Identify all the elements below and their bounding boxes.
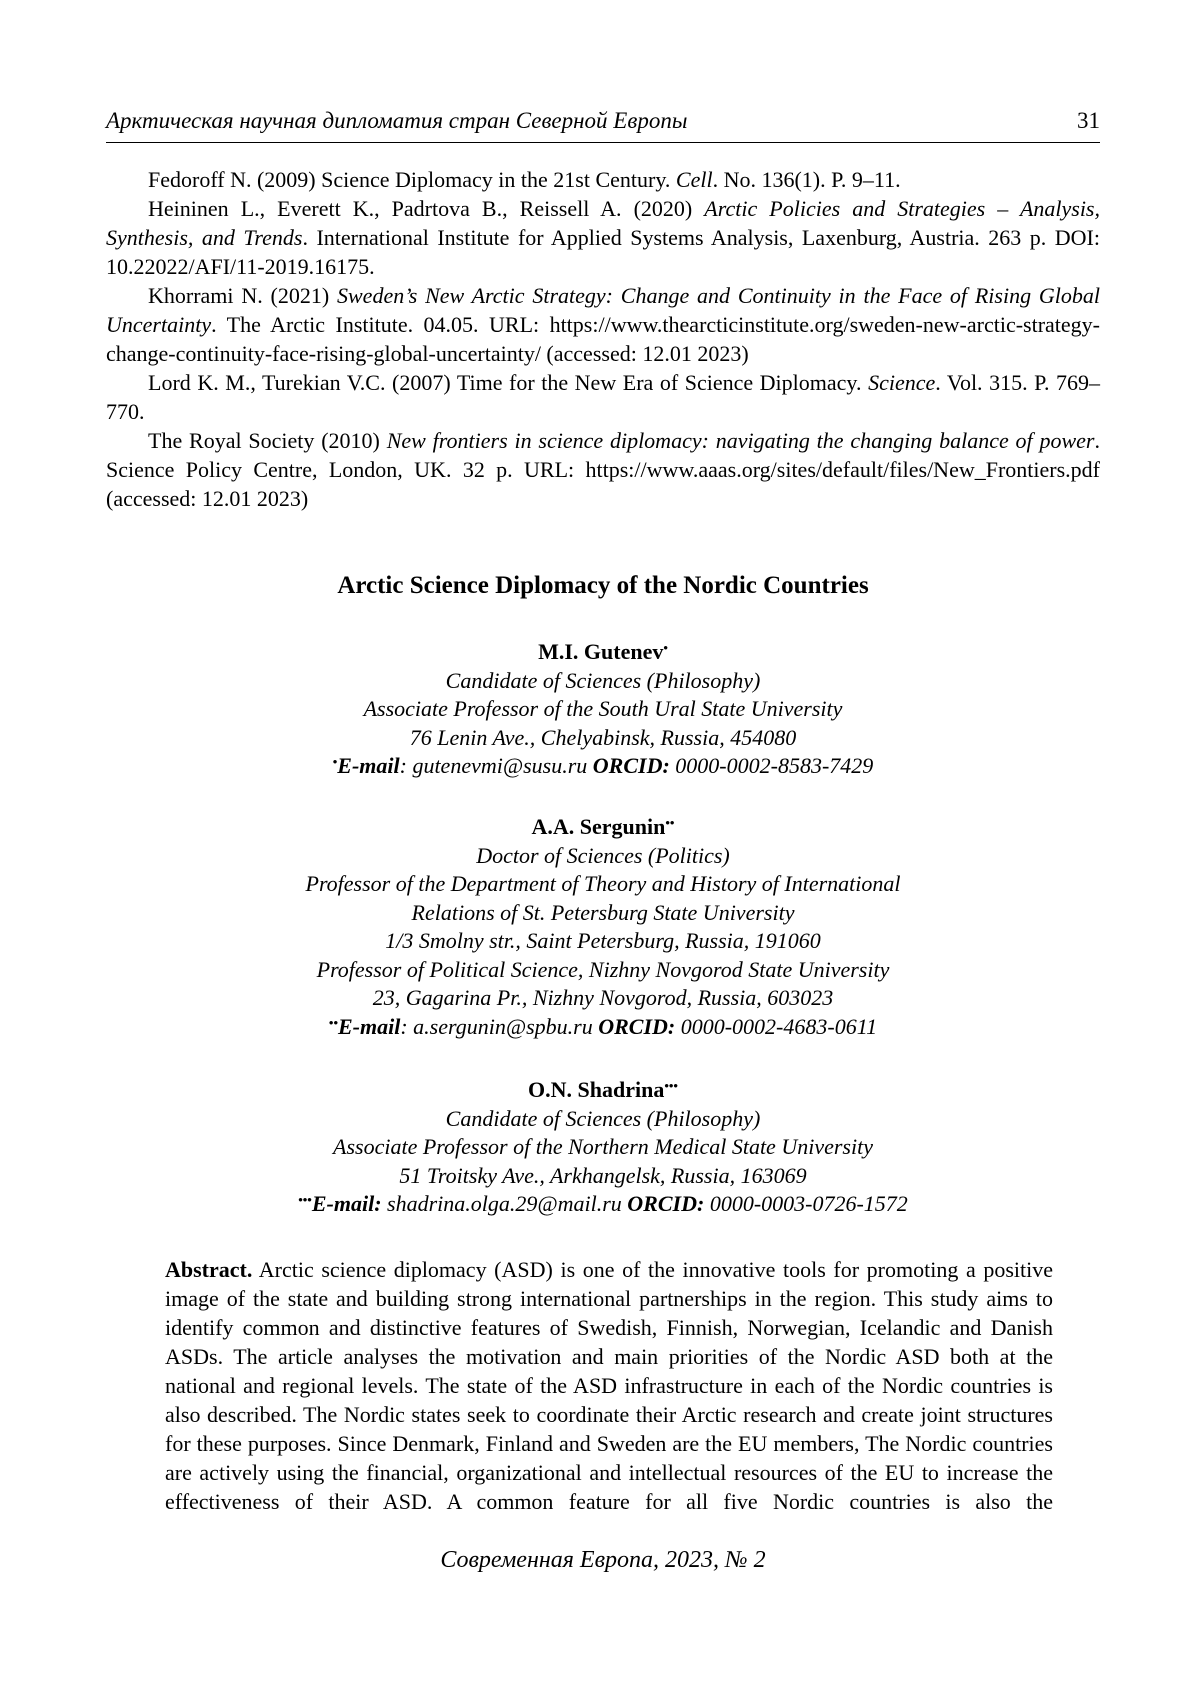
running-header [106,108,1100,143]
author-email[interactable]: gutenevmi@susu.ru [412,753,588,778]
references-list [106,165,1100,513]
author-position: Associate Professor of the South Ural State University [363,696,843,721]
author-position: Professor of Political Science, Nizhny Novgorod State University [316,956,890,982]
author-position: Associate Professor of the Northern Medical State University [333,1134,873,1159]
author-footnote-mark: ••• [664,1078,678,1093]
article-title: Arctic Science Diplomacy of the Nordic Countries [337,572,869,599]
author-address: 23, Gagarina Pr., Nizhny Novgorod, Russia, 603023 [372,985,834,1010]
author-degree: Doctor of Sciences (Politics) [476,842,730,868]
running-title: Арктическая научная дипломатия стран Северной Европы [106,108,688,133]
author-name: M.I. Gutenev• [538,639,668,664]
author-address: 51 Troitsky Ave., Arkhangelsk, Russia, 163069 [399,1162,807,1188]
author-contacts: ••E-mail: a.sergunin@spbu.ru ORCID: 0000-0002-4683-0611 [328,1013,878,1039]
reference-item: Lord K. M., Turekian V.C. (2007) Time for the New Era of Science Diplomacy. Science. Vol. 315. P. 769–770. [106,370,1100,424]
author-contacts: •••E-mail: shadrina.olga.29@mail.ru ORCID: 0000-0003-0726-1572 [298,1191,908,1216]
author-name: O.N. Shadrina••• [528,1077,678,1102]
author-address: 76 Lenin Ave., Chelyabinsk, Russia, 454080 [409,724,797,750]
author-email[interactable]: shadrina.olga.29@mail.ru [387,1191,622,1216]
author-position: Relations of St. Petersburg State University [411,899,795,925]
author-orcid: 0000-0002-8583-7429 [675,753,874,778]
reference-item: The Royal Society (2010) New frontiers in science diplomacy: navigating the changing balance of power. Science Policy Centre, London, UK. 32 p. URL: https://www.aaas.org/sites/default/files/New_Frontiers.pdf (accessed: 12.01 2023) [106,428,1100,511]
reference-item: Khorrami N. (2021) Sweden’s New Arctic Strategy: Change and Continuity in the Face of Rising Global Uncertainty. The Arctic Institute. 04.05. URL: https://www.thearcticinstitute.org/sweden-new-arctic-strategy-change-continuity-face-rising-global-uncertainty/ (accessed: 12.01 2023) [106,283,1100,366]
abstract-text: Arctic science diplomacy (ASD) is one of the innovative tools for promoting a positive image of the state and building strong international partnerships in the region. This study aims to identify common and distinctive features of Swedish, Finnish, Norwegian, Icelandic and Danish ASDs. The article analyses the motivation and main priorities of the Nordic ASD both at the national and regional levels. The state of the ASD infrastructure in each of the Nordic countries is also described. The Nordic states seek to coordinate their Arctic research and create joint structures for these purposes. Since Denmark, Finland and Sweden are the EU members, The Nordic countries are actively using the financial, organizational and intellectual resources of the EU to increase the effectiveness of their ASD. A common feature for all five Nordic countries is also the [165,1257,1053,1514]
author-footnote-mark: •• [665,815,675,830]
reference-item: Fedoroff N. (2009) Science Diplomacy in the 21st Century. Cell. No. 136(1). P. 9–11. [148,167,901,192]
author-block-gutenev [106,638,1100,781]
author-orcid: 0000-0002-4683-0611 [680,1013,878,1039]
author-address: 1/3 Smolny str., Saint Petersburg, Russia, 191060 [385,928,821,953]
abstract-label: Abstract. [165,1257,253,1282]
journal-footer: Современная Европа, 2023, № 2 [440,1547,766,1573]
author-footnote-mark: • [663,640,668,655]
author-name: A.A. Sergunin•• [531,814,675,839]
author-degree: Candidate of Sciences (Philosophy) [445,667,761,693]
author-email[interactable]: a.sergunin@spbu.ru [413,1013,593,1039]
author-block-sergunin [106,813,1100,1041]
author-contacts: •E-mail: gutenevmi@susu.ru ORCID: 0000-0002-8583-7429 [332,753,874,778]
author-position: Professor of the Department of Theory and History of International [305,871,901,896]
reference-item: Heininen L., Everett K., Padrtova B., Reissell A. (2020) Arctic Policies and Strategies – Analysis, Synthesis, and Trends. International Institute for Applied Systems Analysis, Laxenburg, Austria. 263 p. DOI: 10.22022/AFI/11-2019.16175. [106,196,1100,279]
author-degree: Candidate of Sciences (Philosophy) [445,1105,761,1131]
abstract [165,1255,1053,1516]
author-orcid: 0000-0003-0726-1572 [709,1191,908,1216]
author-block-shadrina [106,1076,1100,1219]
page-number: 31 [1077,108,1100,133]
